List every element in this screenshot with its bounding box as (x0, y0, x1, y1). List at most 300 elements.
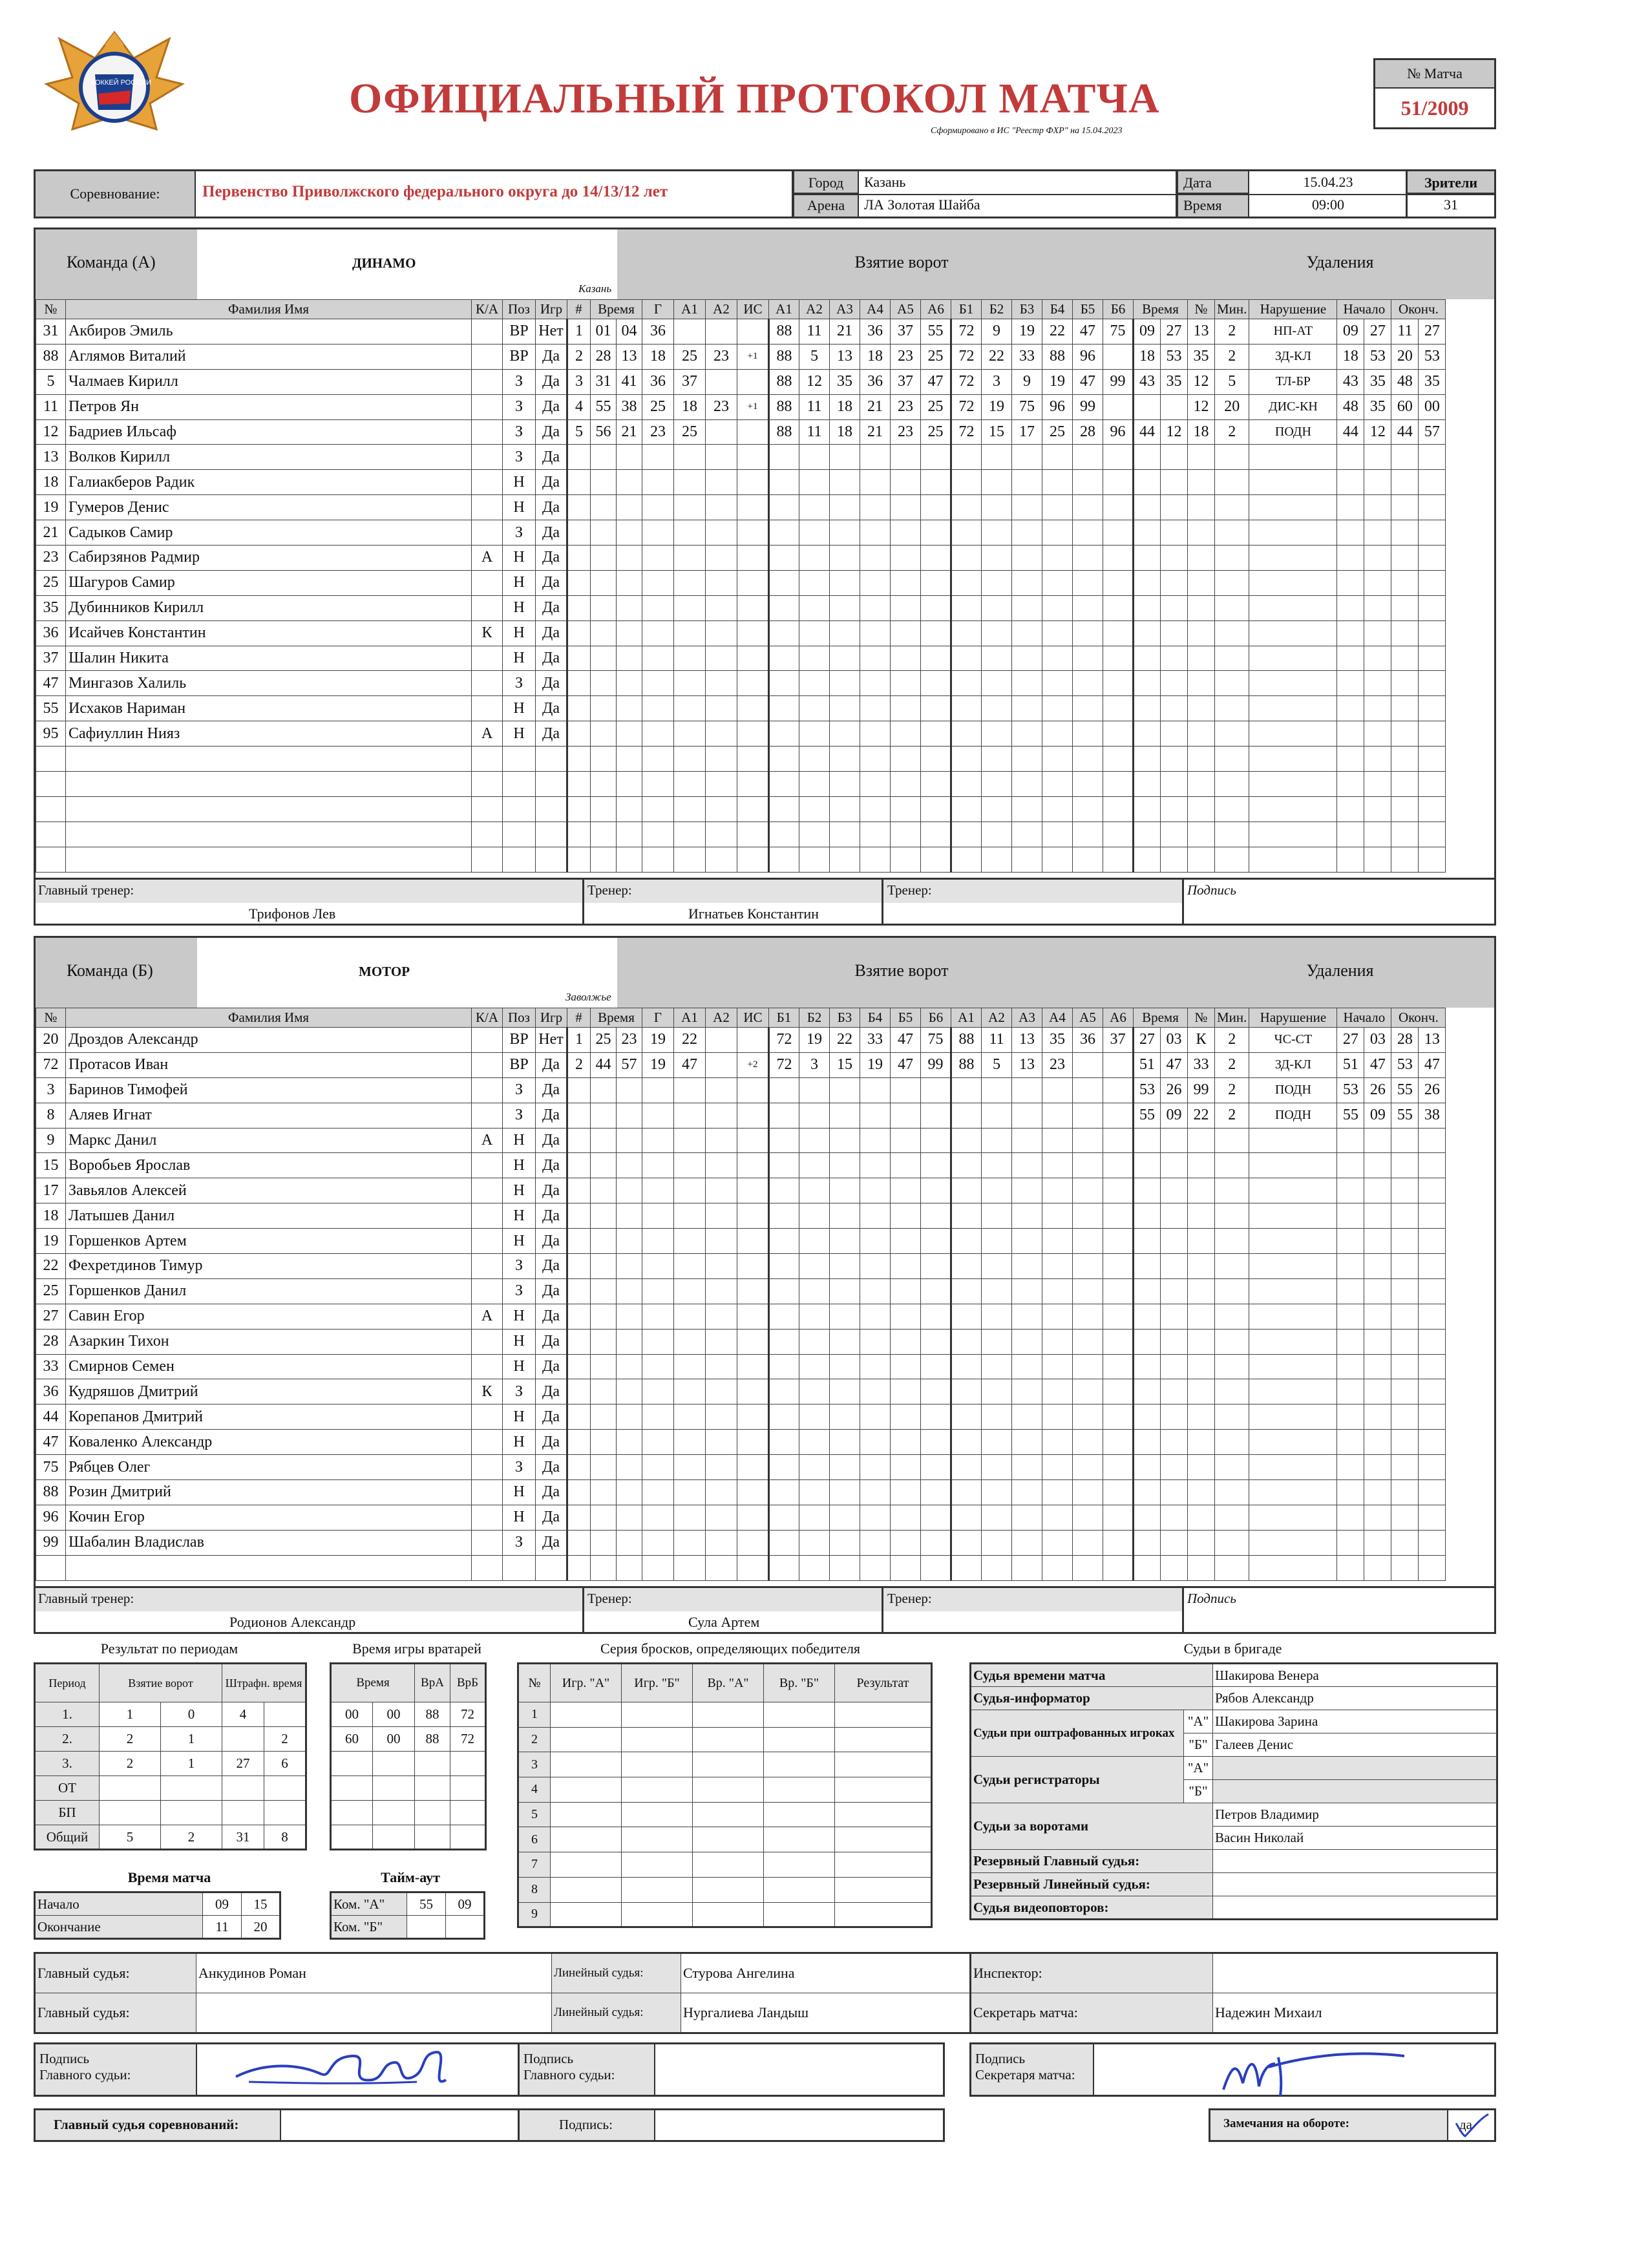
goal-onice-opp (951, 1278, 982, 1304)
penalty-violation (1249, 1203, 1337, 1229)
goal-assist-1 (674, 319, 706, 344)
goal-sec (617, 495, 642, 520)
penalty-start-sec (1364, 445, 1391, 470)
goal-assist-2 (706, 1430, 737, 1455)
table-row (36, 1254, 1446, 1279)
player-played: Да (536, 1178, 567, 1203)
goal-sec (617, 646, 642, 671)
goal-assist-1: 37 (674, 369, 706, 394)
goal-number: 4 (567, 394, 591, 419)
goalie-sec (373, 1776, 415, 1801)
penalty-start-min (1337, 1379, 1364, 1404)
goal-onice-own (769, 1304, 799, 1329)
goal-onice-opp (1073, 1430, 1103, 1455)
goal-assist-2 (706, 1505, 737, 1530)
team-b-head-coach: Родионов Александр (229, 1614, 356, 1630)
player-played: Да (536, 1128, 567, 1153)
goal-scorer: 19 (642, 1052, 674, 1077)
goal-onice-own (860, 1254, 891, 1279)
player-name: Исайчев Константин (66, 620, 472, 646)
team-a-sign-label: Подпись (1187, 882, 1236, 898)
goal-onice-opp (1103, 1329, 1134, 1354)
penalty-start-sec (1364, 772, 1391, 797)
period-goals-a: 1 (100, 1702, 161, 1727)
col-onice-own: А5 (891, 300, 921, 319)
period-goals-b: 1 (161, 1752, 222, 1776)
goal-onice-own (799, 821, 830, 847)
goal-situation (737, 646, 769, 671)
goalie-a: 88 (415, 1727, 450, 1752)
table-row (36, 369, 1446, 394)
player-name: Протасов Иван (66, 1052, 472, 1077)
goal-min (591, 1430, 617, 1455)
goal-onice-opp (951, 1455, 982, 1480)
goal-onice-opp (1042, 495, 1073, 520)
penalty-sec: 47 (1161, 1052, 1188, 1077)
goal-assist-1 (674, 1178, 706, 1203)
goal-onice-own: 11 (799, 419, 830, 445)
logo-text: ХОККЕЙ РОССИИ (90, 79, 151, 87)
goal-scorer: 36 (642, 369, 674, 394)
penalty-end-sec (1419, 1354, 1446, 1379)
goal-onice-opp (1012, 620, 1042, 646)
goal-onice-own (830, 1455, 860, 1480)
penalty-start-min: 44 (1337, 419, 1364, 445)
penalty-min: 27 (1134, 1028, 1161, 1053)
table-row (36, 1153, 1446, 1178)
goal-situation (737, 546, 769, 571)
player-name: Коваленко Александр (66, 1430, 472, 1455)
penalty-start-min (1337, 671, 1364, 696)
goal-onice-own (921, 696, 951, 721)
inspector-label: Инспектор: (971, 1953, 1213, 1993)
col-onice-opp: А5 (1073, 1008, 1103, 1028)
main-ref-label: Главный судья: (35, 1953, 196, 1993)
goal-onice-opp (1042, 1505, 1073, 1530)
goal-onice-opp (1042, 546, 1073, 571)
goal-onice-own: 75 (921, 1028, 951, 1053)
goal-onice-opp: 47 (1073, 319, 1103, 344)
table-row (331, 1727, 486, 1752)
player-captain: К (472, 620, 503, 646)
goal-scorer (642, 1430, 674, 1455)
goal-onice-own (830, 570, 860, 595)
goal-onice-opp (1042, 1530, 1073, 1555)
col-onice-own: Б5 (891, 1008, 921, 1028)
penalty-end-sec (1419, 671, 1446, 696)
col-ka: К/А (472, 1008, 503, 1028)
goal-onice-opp (951, 1480, 982, 1505)
periods-h-goals: Взятие ворот (100, 1664, 222, 1702)
goal-sec (617, 570, 642, 595)
goal-onice-own (799, 445, 830, 470)
goal-onice-opp: 28 (1073, 419, 1103, 445)
goal-onice-own (830, 796, 860, 821)
penalty-min (1134, 696, 1161, 721)
goal-onice-own (769, 1505, 799, 1530)
goal-onice-own (799, 570, 830, 595)
player-number (36, 1555, 66, 1580)
player-captain (472, 1254, 503, 1279)
goal-onice-opp: 19 (1012, 319, 1042, 344)
player-position (503, 821, 536, 847)
penalty-start-min (1337, 1505, 1364, 1530)
goal-onice-opp (1042, 1455, 1073, 1480)
table-row (36, 344, 1446, 369)
goal-onice-own (769, 445, 799, 470)
penalty-end-sec (1419, 1404, 1446, 1430)
goal-onice-own: 12 (799, 369, 830, 394)
player-name (66, 821, 472, 847)
goal-onice-opp: 33 (1012, 344, 1042, 369)
penalty-violation (1249, 721, 1337, 747)
player-played: Да (536, 344, 567, 369)
goal-sec (617, 1254, 642, 1279)
player-name (66, 847, 472, 872)
goal-onice-opp: 72 (951, 394, 982, 419)
goal-onice-opp (982, 1404, 1012, 1430)
goal-situation (737, 1555, 769, 1580)
penalty-violation (1249, 747, 1337, 772)
goal-scorer (642, 570, 674, 595)
penalty-min (1134, 520, 1161, 546)
goal-onice-own (921, 1178, 951, 1203)
penalty-end-min (1391, 1229, 1419, 1254)
goal-onice-own (830, 1354, 860, 1379)
player-position: Н (503, 1505, 536, 1530)
team-a-label: Команда (А) (67, 253, 156, 271)
table-row (35, 1727, 306, 1752)
reserve-main-label: Резервный Главный судья: (971, 1850, 1213, 1873)
player-position: Н (503, 1153, 536, 1178)
goal-onice-opp: 13 (1012, 1052, 1042, 1077)
player-number: 9 (36, 1128, 66, 1153)
player-name: Волков Кирилл (66, 445, 472, 470)
penalty-start-sec (1364, 671, 1391, 696)
goal-assist-1: 18 (674, 394, 706, 419)
table-row (36, 646, 1446, 671)
goal-assist-2 (706, 1329, 737, 1354)
goal-onice-opp: 99 (1073, 394, 1103, 419)
team-b-section (34, 936, 1496, 1634)
penalty-violation: НП-АТ (1249, 319, 1337, 344)
goal-onice-opp (982, 1379, 1012, 1404)
goal-sec (617, 1430, 642, 1455)
goal-onice-opp (1073, 1153, 1103, 1178)
goal-onice-opp (1103, 1077, 1134, 1103)
player-position: З (503, 369, 536, 394)
penalty-min (1134, 821, 1161, 847)
goal-onice-own: 88 (769, 344, 799, 369)
player-captain (472, 1505, 503, 1530)
player-number: 22 (36, 1254, 66, 1279)
goal-onice-own (769, 1254, 799, 1279)
penalty-sec (1161, 470, 1188, 495)
goal-number (567, 520, 591, 546)
goal-onice-own (921, 1530, 951, 1555)
goal-onice-own (921, 646, 951, 671)
period-label: БП (35, 1801, 100, 1825)
player-captain: А (472, 1128, 503, 1153)
goal-onice-own (860, 470, 891, 495)
goal-sec (617, 1505, 642, 1530)
col-no: № (36, 1008, 66, 1028)
goal-number (567, 1077, 591, 1103)
goal-onice-own: 19 (860, 1052, 891, 1077)
player-name: Баринов Тимофей (66, 1077, 472, 1103)
penalty-violation (1249, 1254, 1337, 1279)
goal-onice-opp (1012, 847, 1042, 872)
penalty-violation (1249, 445, 1337, 470)
goal-onice-opp (982, 1077, 1012, 1103)
penalty-sec (1161, 394, 1188, 419)
remarks-value: да (1459, 2117, 1473, 2132)
goalie-min (331, 1801, 373, 1825)
team-b-roster (36, 1008, 1446, 1581)
goal-min (591, 646, 617, 671)
goal-assist-1 (674, 671, 706, 696)
player-name: Исхаков Нариман (66, 696, 472, 721)
goal-onice-own: 19 (799, 1028, 830, 1053)
player-number: 25 (36, 570, 66, 595)
goal-onice-own: 47 (891, 1028, 921, 1053)
goal-onice-own (860, 1103, 891, 1128)
goal-onice-own (921, 1203, 951, 1229)
goal-onice-own (891, 1329, 921, 1354)
table-row (36, 546, 1446, 571)
penbox-b: Галеев Денис (1213, 1733, 1497, 1757)
main-ref-signature-box (34, 2042, 945, 2097)
penalty-end-sec (1419, 721, 1446, 747)
goal-onice-opp (982, 1278, 1012, 1304)
player-played: Нет (536, 1028, 567, 1053)
penalty-start-sec (1364, 1178, 1391, 1203)
penalty-min (1134, 1480, 1161, 1505)
penalty-start-min: 51 (1337, 1052, 1364, 1077)
goal-onice-opp (1012, 1404, 1042, 1430)
goal-onice-opp (982, 1304, 1012, 1329)
goal-onice-own (769, 1178, 799, 1203)
secretary-signature (1217, 2044, 1424, 2103)
player-position (503, 796, 536, 821)
goal-situation: +1 (737, 344, 769, 369)
goal-situation (737, 1077, 769, 1103)
goal-onice-opp (1103, 1103, 1134, 1128)
player-captain (472, 1530, 503, 1555)
penalty-min (1134, 671, 1161, 696)
goal-onice-opp (1042, 1430, 1073, 1455)
goal-onice-own (830, 1430, 860, 1455)
penalty-end-sec: 53 (1419, 344, 1446, 369)
player-position: З (503, 1077, 536, 1103)
col-onice-opp: Б3 (1012, 300, 1042, 319)
goal-sec (617, 1530, 642, 1555)
player-captain (472, 1455, 503, 1480)
penalty-min: 09 (1134, 319, 1161, 344)
player-played: Да (536, 1254, 567, 1279)
player-position: З (503, 1379, 536, 1404)
goal-situation (737, 570, 769, 595)
col-goal-a2: А2 (706, 1008, 737, 1028)
goal-onice-own (921, 1077, 951, 1103)
goal-min (591, 546, 617, 571)
goal-onice-opp (1042, 1077, 1073, 1103)
goal-onice-own (830, 620, 860, 646)
goal-assist-1: 25 (674, 344, 706, 369)
goal-onice-own (860, 570, 891, 595)
goal-onice-opp (1012, 495, 1042, 520)
goal-onice-opp (1073, 1304, 1103, 1329)
player-position: Н (503, 1354, 536, 1379)
goal-assist-2 (706, 1128, 737, 1153)
penalty-end-min (1391, 1254, 1419, 1279)
goal-number (567, 1555, 591, 1580)
penalty-min: 55 (1134, 1103, 1161, 1128)
goal-onice-opp (1012, 1430, 1042, 1455)
goal-onice-own (799, 1128, 830, 1153)
goal-onice-opp (951, 1153, 982, 1178)
table-row (36, 620, 1446, 646)
goal-scorer (642, 721, 674, 747)
period-pim-a: 4 (222, 1702, 264, 1727)
penalty-player (1188, 1379, 1215, 1404)
penalty-start-sec (1364, 1128, 1391, 1153)
player-played: Да (536, 520, 567, 546)
penalty-start-sec: 27 (1364, 319, 1391, 344)
penalty-violation: ЗД-КЛ (1249, 1052, 1337, 1077)
penalty-end-min (1391, 1153, 1419, 1178)
table-row (36, 520, 1446, 546)
goal-number (567, 1103, 591, 1128)
penalty-end-min (1391, 747, 1419, 772)
goal-assist-1 (674, 1480, 706, 1505)
player-name: Горшенков Артем (66, 1229, 472, 1254)
penalty-start-sec (1364, 1304, 1391, 1329)
penalty-end-min (1391, 772, 1419, 797)
penalty-start-sec (1364, 1278, 1391, 1304)
goal-onice-own (769, 1555, 799, 1580)
period-goals-a (100, 1801, 161, 1825)
goal-onice-own (891, 1404, 921, 1430)
goal-onice-opp (951, 620, 982, 646)
player-captain (472, 570, 503, 595)
col-play: Игр (536, 1008, 567, 1028)
team-b-goals-title: Взятие ворот (854, 961, 949, 980)
penalty-min (1134, 620, 1161, 646)
penalty-sec (1161, 1229, 1188, 1254)
table-row (36, 570, 1446, 595)
goal-min (591, 1153, 617, 1178)
arena-label: Арена (794, 194, 859, 217)
col-goal-num: # (567, 1008, 591, 1028)
competition-name: Первенство Приволжского федерального округа до 14/13/12 лет (202, 183, 668, 200)
player-captain (472, 394, 503, 419)
player-number: 96 (36, 1505, 66, 1530)
goal-sec (617, 821, 642, 847)
goal-onice-opp (1073, 1178, 1103, 1203)
player-name: Дубинников Кирилл (66, 595, 472, 620)
table-row (36, 696, 1446, 721)
goal-onice-opp (1042, 445, 1073, 470)
penalty-start-min (1337, 821, 1364, 847)
goal-onice-opp (1103, 1128, 1134, 1153)
city-label: Город (794, 171, 859, 194)
goal-onice-opp (1042, 1203, 1073, 1229)
penalty-start-sec (1364, 546, 1391, 571)
goal-onice-opp (1012, 1203, 1042, 1229)
goal-onice-opp (982, 1229, 1012, 1254)
player-played: Да (536, 394, 567, 419)
goal-assist-2 (706, 1103, 737, 1128)
col-pen-no: № (1188, 300, 1215, 319)
goal-onice-opp (1012, 821, 1042, 847)
penalty-end-sec (1419, 1203, 1446, 1229)
player-played: Да (536, 1329, 567, 1354)
col-pen-start: Начало (1337, 1008, 1391, 1028)
goal-situation (737, 520, 769, 546)
penalty-minutes (1215, 1203, 1249, 1229)
penalty-violation (1249, 821, 1337, 847)
player-captain (472, 520, 503, 546)
team-b-coach2-label: Тренер: (887, 1591, 932, 1606)
goal-onice-opp (1073, 1052, 1103, 1077)
chief-judge-label: Главный судья соревнований: (54, 2117, 239, 2132)
penalty-end-sec (1419, 1430, 1446, 1455)
penalty-start-sec (1364, 1354, 1391, 1379)
penalty-sec (1161, 796, 1188, 821)
goal-onice-opp (1073, 821, 1103, 847)
goal-onice-opp (951, 1329, 982, 1354)
penalty-player: 99 (1188, 1077, 1215, 1103)
player-position: Н (503, 620, 536, 646)
goal-onice-own (891, 1178, 921, 1203)
penbox-label: Судьи при оштрафованных игроках (971, 1710, 1184, 1757)
goal-onice-own (799, 620, 830, 646)
goal-assist-1 (674, 796, 706, 821)
penalty-end-sec: 13 (1419, 1028, 1446, 1053)
penalty-start-sec (1364, 1505, 1391, 1530)
goal-onice-opp (1103, 821, 1134, 847)
goal-number (567, 546, 591, 571)
goal-assist-1 (674, 1153, 706, 1178)
match-end-m: 20 (242, 1916, 280, 1939)
penalty-min: 43 (1134, 369, 1161, 394)
goal-situation (737, 1430, 769, 1455)
goal-onice-own (921, 747, 951, 772)
goalie-min (331, 1776, 373, 1801)
goal-onice-opp (1103, 1530, 1134, 1555)
table-row (36, 747, 1446, 772)
penalty-player (1188, 1203, 1215, 1229)
goal-onice-own (921, 1555, 951, 1580)
penalty-sec (1161, 1505, 1188, 1530)
goal-onice-own (921, 470, 951, 495)
goal-onice-opp (982, 1128, 1012, 1153)
goal-onice-opp (951, 1077, 982, 1103)
penalty-violation (1249, 696, 1337, 721)
goal-assist-1 (674, 1254, 706, 1279)
goal-scorer (642, 847, 674, 872)
line-ref-1: Стурова Ангелина (681, 1953, 977, 1993)
penalty-start-sec (1364, 1153, 1391, 1178)
match-time-title: Время матча (127, 1869, 211, 1885)
penalty-start-min (1337, 696, 1364, 721)
goal-onice-opp (951, 570, 982, 595)
goal-onice-opp (951, 847, 982, 872)
goal-onice-opp (1103, 1178, 1134, 1203)
goal-onice-opp (1073, 470, 1103, 495)
penalty-start-min: 09 (1337, 319, 1364, 344)
